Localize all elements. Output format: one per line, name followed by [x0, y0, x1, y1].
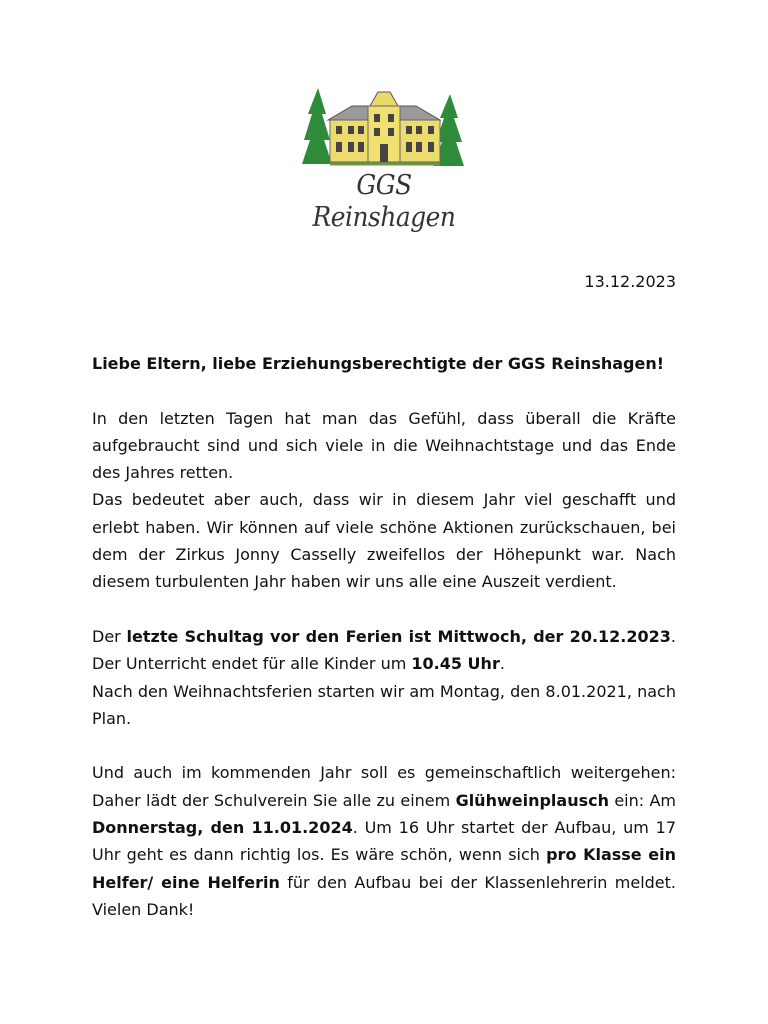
paragraph-4: Nach den Weihnachtsferien starten wir am Montag, den 8.01.2021, nach Plan.: [92, 681, 676, 728]
paragraph-1: In den letzten Tagen hat man das Gefühl, dass überall die Kräfte aufgebraucht sind und sich viele in die Weihnachtstage und das Ende des Jahres retten.: [92, 408, 676, 483]
end-time: 10.45 Uhr: [411, 654, 500, 674]
helper-request: pro Klasse ein Helfer/ eine Helferin: [92, 845, 677, 892]
paragraph-5: Und auch im kommenden Jahr soll es gemeinschaftlich weitergehen: Daher lädt der Schulverein Sie alle zu einem Glühweinplausch ein: Am Donnerstag, den 11.01.2024. Um 16 Uhr startet der Aufbau, um 17 Uhr geht es dann richtig los. Es wäre schön, wenn sich pro Klasse ein Helfer/ eine Helferin für den Aufbau bei der Klassenlehrerin meldet. Vielen Dank!: [92, 763, 677, 919]
letter-date: 13.12.2023: [584, 272, 676, 291]
letter-body: [92, 350, 676, 923]
school-building-icon: [300, 84, 468, 174]
event-name: Glühweinplausch: [455, 790, 609, 810]
salutation: Liebe Eltern, liebe Erziehungsberechtigte der GGS Reinshagen!: [92, 354, 665, 373]
last-school-day: letzte Schultag vor den Ferien ist Mittwoch, der 20.12.2023: [126, 626, 671, 646]
event-date: Donnerstag, den 11.01.2024: [92, 818, 353, 838]
paragraph-2: Das bedeutet aber auch, dass wir in diesem Jahr viel geschafft und erlebt haben. Wir können auf viele schöne Aktionen zurückschauen, bei dem der Zirkus Jonny Casselly zweifellos der Höhepunkt war. Nach diesem turbulenten Jahr haben wir uns alle eine Auszeit verdient.: [92, 490, 676, 592]
paragraph-3: Der letzte Schultag vor den Ferien ist Mittwoch, der 20.12.2023. Der Unterricht endet für alle Kinder um 10.45 Uhr.: [92, 626, 676, 674]
logo-text: GGS Reinshagen: [312, 170, 456, 233]
